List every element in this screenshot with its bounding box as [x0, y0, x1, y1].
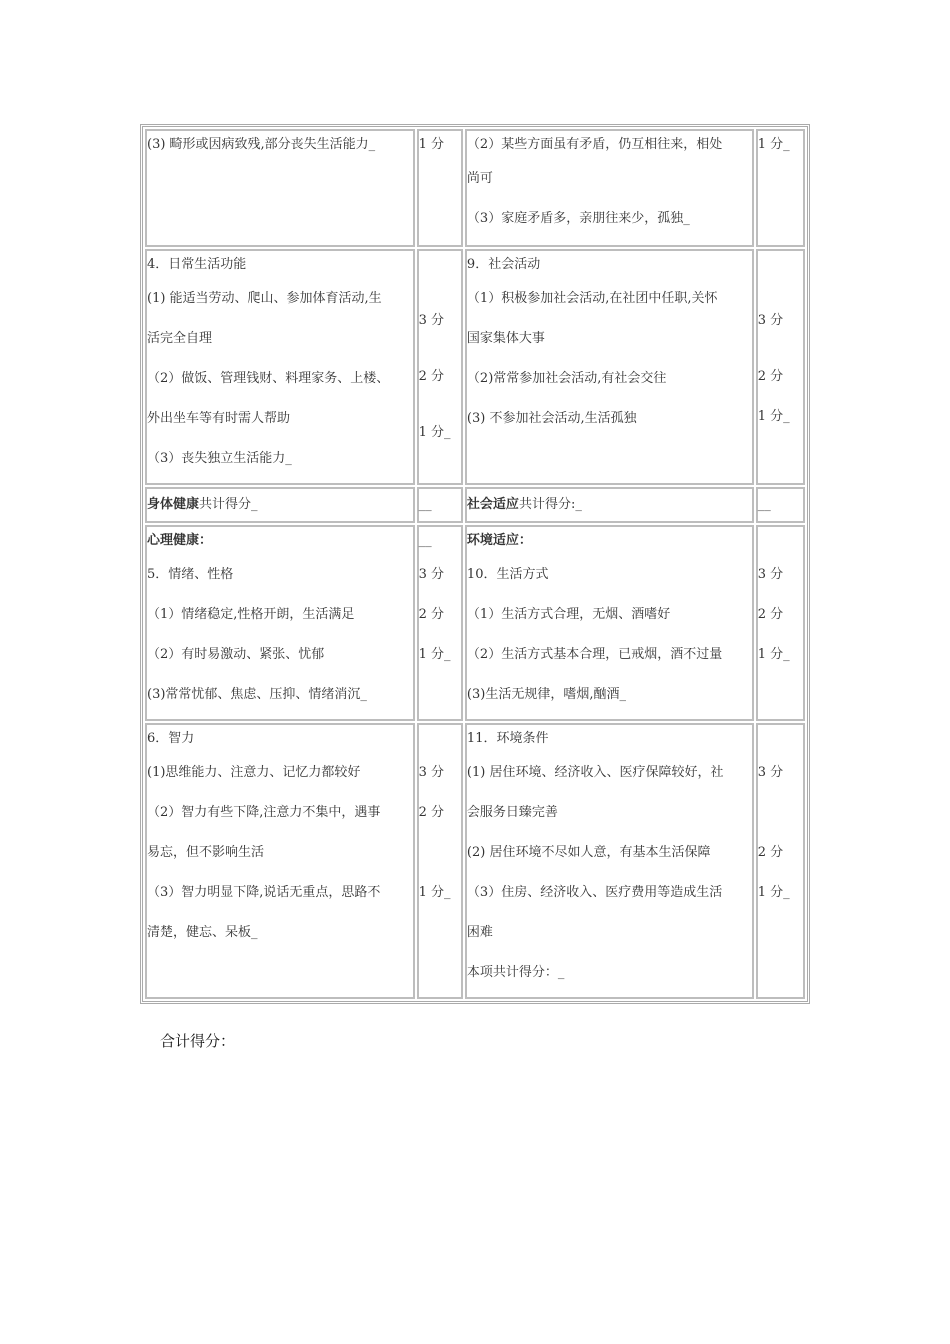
item-text: （2）做饭、管理钱财、料理家务、上楼、: [147, 371, 390, 386]
item-text: （1）积极参加社会活动,在社团中任职,关怀: [466, 291, 718, 306]
score-text: 2 分: [757, 369, 784, 384]
score-text: 3 分: [418, 313, 445, 328]
item-text: （2）某些方面虽有矛盾，仍互相往来，相处: [466, 137, 723, 152]
item-text: 国家集体大事: [466, 331, 545, 346]
item-text: （2）智力有些下降,注意力不集中，遇事: [147, 805, 381, 820]
table-row: [145, 249, 805, 485]
section-title: 9．社会活动: [466, 257, 541, 272]
section-title: 5．情绪、性格: [147, 567, 234, 582]
score-blank: __: [418, 533, 432, 548]
score-text: 3 分: [757, 765, 784, 780]
row3-right-score-cell: [756, 487, 805, 523]
score-text: 1 分: [418, 137, 445, 152]
subtotal-label: 社会适应: [466, 497, 519, 512]
score-text: 1 分_: [757, 647, 790, 662]
item-text: 活完全自理: [147, 331, 213, 346]
item-text: 清楚，健忘、呆板_: [147, 925, 258, 940]
item-text: （3）丧失独立生活能力_: [147, 451, 292, 466]
category-heading: 心理健康：: [147, 533, 213, 548]
score-text: 3 分: [757, 313, 784, 328]
item-text: 会服务日臻完善: [466, 805, 558, 820]
table-row: [145, 129, 805, 247]
row5-right-score-cell: [756, 723, 805, 999]
score-text: 3 分: [418, 765, 445, 780]
subtotal-text: 本项共计得分：_: [466, 965, 565, 980]
score-text: 2 分: [418, 369, 445, 384]
section-title: 10．生活方式: [466, 567, 549, 582]
item-text: (1) 能适当劳动、爬山、参加体育活动,生: [147, 291, 382, 306]
item-text: (1)思维能力、注意力、记忆力都较好: [147, 765, 361, 780]
score-text: 2 分: [418, 805, 445, 820]
score-blank: __: [757, 497, 771, 512]
item-text: (1) 居住环境、经济收入、医疗保障较好，社: [466, 765, 724, 780]
table-row: [145, 487, 805, 523]
item-text: (3)生活无规律，嗜烟,酗酒_: [466, 687, 626, 702]
item-text: (3) 畸形或因病致残,部分丧失生活能力_: [147, 137, 376, 152]
item-text: （1）生活方式合理，无烟、酒嗜好: [466, 607, 671, 622]
score-text: 2 分: [757, 607, 784, 622]
score-text: 3 分: [418, 567, 445, 582]
subtotal-text: 共计得分:_: [518, 497, 582, 512]
item-text: （3）家庭矛盾多，亲朋往来少，孤独_: [466, 211, 690, 226]
grand-total-label: 合计得分：: [160, 1032, 236, 1050]
table-row: [145, 723, 805, 999]
score-text: 2 分: [418, 607, 445, 622]
row2-left-score-cell: [417, 249, 463, 485]
row5-right-cell: [465, 723, 754, 999]
row1-left-score-cell: [417, 129, 463, 247]
item-text: (2) 居住环境不尽如人意，有基本生活保障: [466, 845, 711, 860]
item-text: 尚可: [466, 171, 493, 186]
item-text: （2)常常参加社会活动,有社会交往: [466, 371, 667, 386]
row4-right-score-cell: [756, 525, 805, 721]
subtotal-label: 身体健康: [147, 497, 200, 512]
score-text: 1 分_: [757, 137, 790, 152]
score-blank: __: [418, 497, 432, 512]
section-title: 11．环境条件: [466, 731, 549, 746]
row3-left-score-cell: [417, 487, 463, 523]
row4-left-cell: [145, 525, 415, 721]
item-text: (3) 不参加社会活动,生活孤独: [466, 411, 637, 426]
item-text: （3）住房、经济收入、医疗费用等造成生活: [466, 885, 723, 900]
row4-left-score-cell: [417, 525, 463, 721]
subtotal-text: 共计得分_: [199, 497, 258, 512]
score-text: 1 分_: [418, 647, 451, 662]
item-text: （2）生活方式基本合理，已戒烟，酒不过量: [466, 647, 723, 662]
score-text: 1 分_: [418, 425, 451, 440]
row1-right-cell: [465, 129, 754, 247]
row1-left-cell: [145, 129, 415, 247]
item-text: 易忘，但不影响生活: [147, 845, 265, 860]
assessment-table: [140, 124, 810, 1004]
row2-right-score-cell: [756, 249, 805, 485]
item-text: （3）智力明显下降,说话无重点，思路不: [147, 885, 381, 900]
row2-right-cell: [465, 249, 754, 485]
item-text: （2）有时易激动、紧张、忧郁: [147, 647, 325, 662]
row4-right-cell: [465, 525, 754, 721]
item-text: （1）情绪稳定,性格开朗，生活满足: [147, 607, 355, 622]
row5-left-score-cell: [417, 723, 463, 999]
section-title: 4．日常生活功能: [147, 257, 247, 272]
score-text: 1 分_: [757, 885, 790, 900]
row3-right-cell: [465, 487, 754, 523]
row3-left-cell: [145, 487, 415, 523]
item-text: (3)常常忧郁、焦虑、压抑、情绪消沉_: [147, 687, 367, 702]
assessment-sheet: [140, 124, 810, 1004]
category-heading: 环境适应：: [466, 533, 532, 548]
row1-right-score-cell: [756, 129, 805, 247]
table-row: [145, 525, 805, 721]
item-text: 外出坐车等有时需人帮助: [147, 411, 291, 426]
item-text: 困难: [466, 925, 493, 940]
score-text: 2 分: [757, 845, 784, 860]
row5-left-cell: [145, 723, 415, 999]
row2-left-cell: [145, 249, 415, 485]
score-text: 1 分_: [757, 409, 790, 424]
section-title: 6．智力: [147, 731, 195, 746]
score-text: 1 分_: [418, 885, 451, 900]
score-text: 3 分: [757, 567, 784, 582]
